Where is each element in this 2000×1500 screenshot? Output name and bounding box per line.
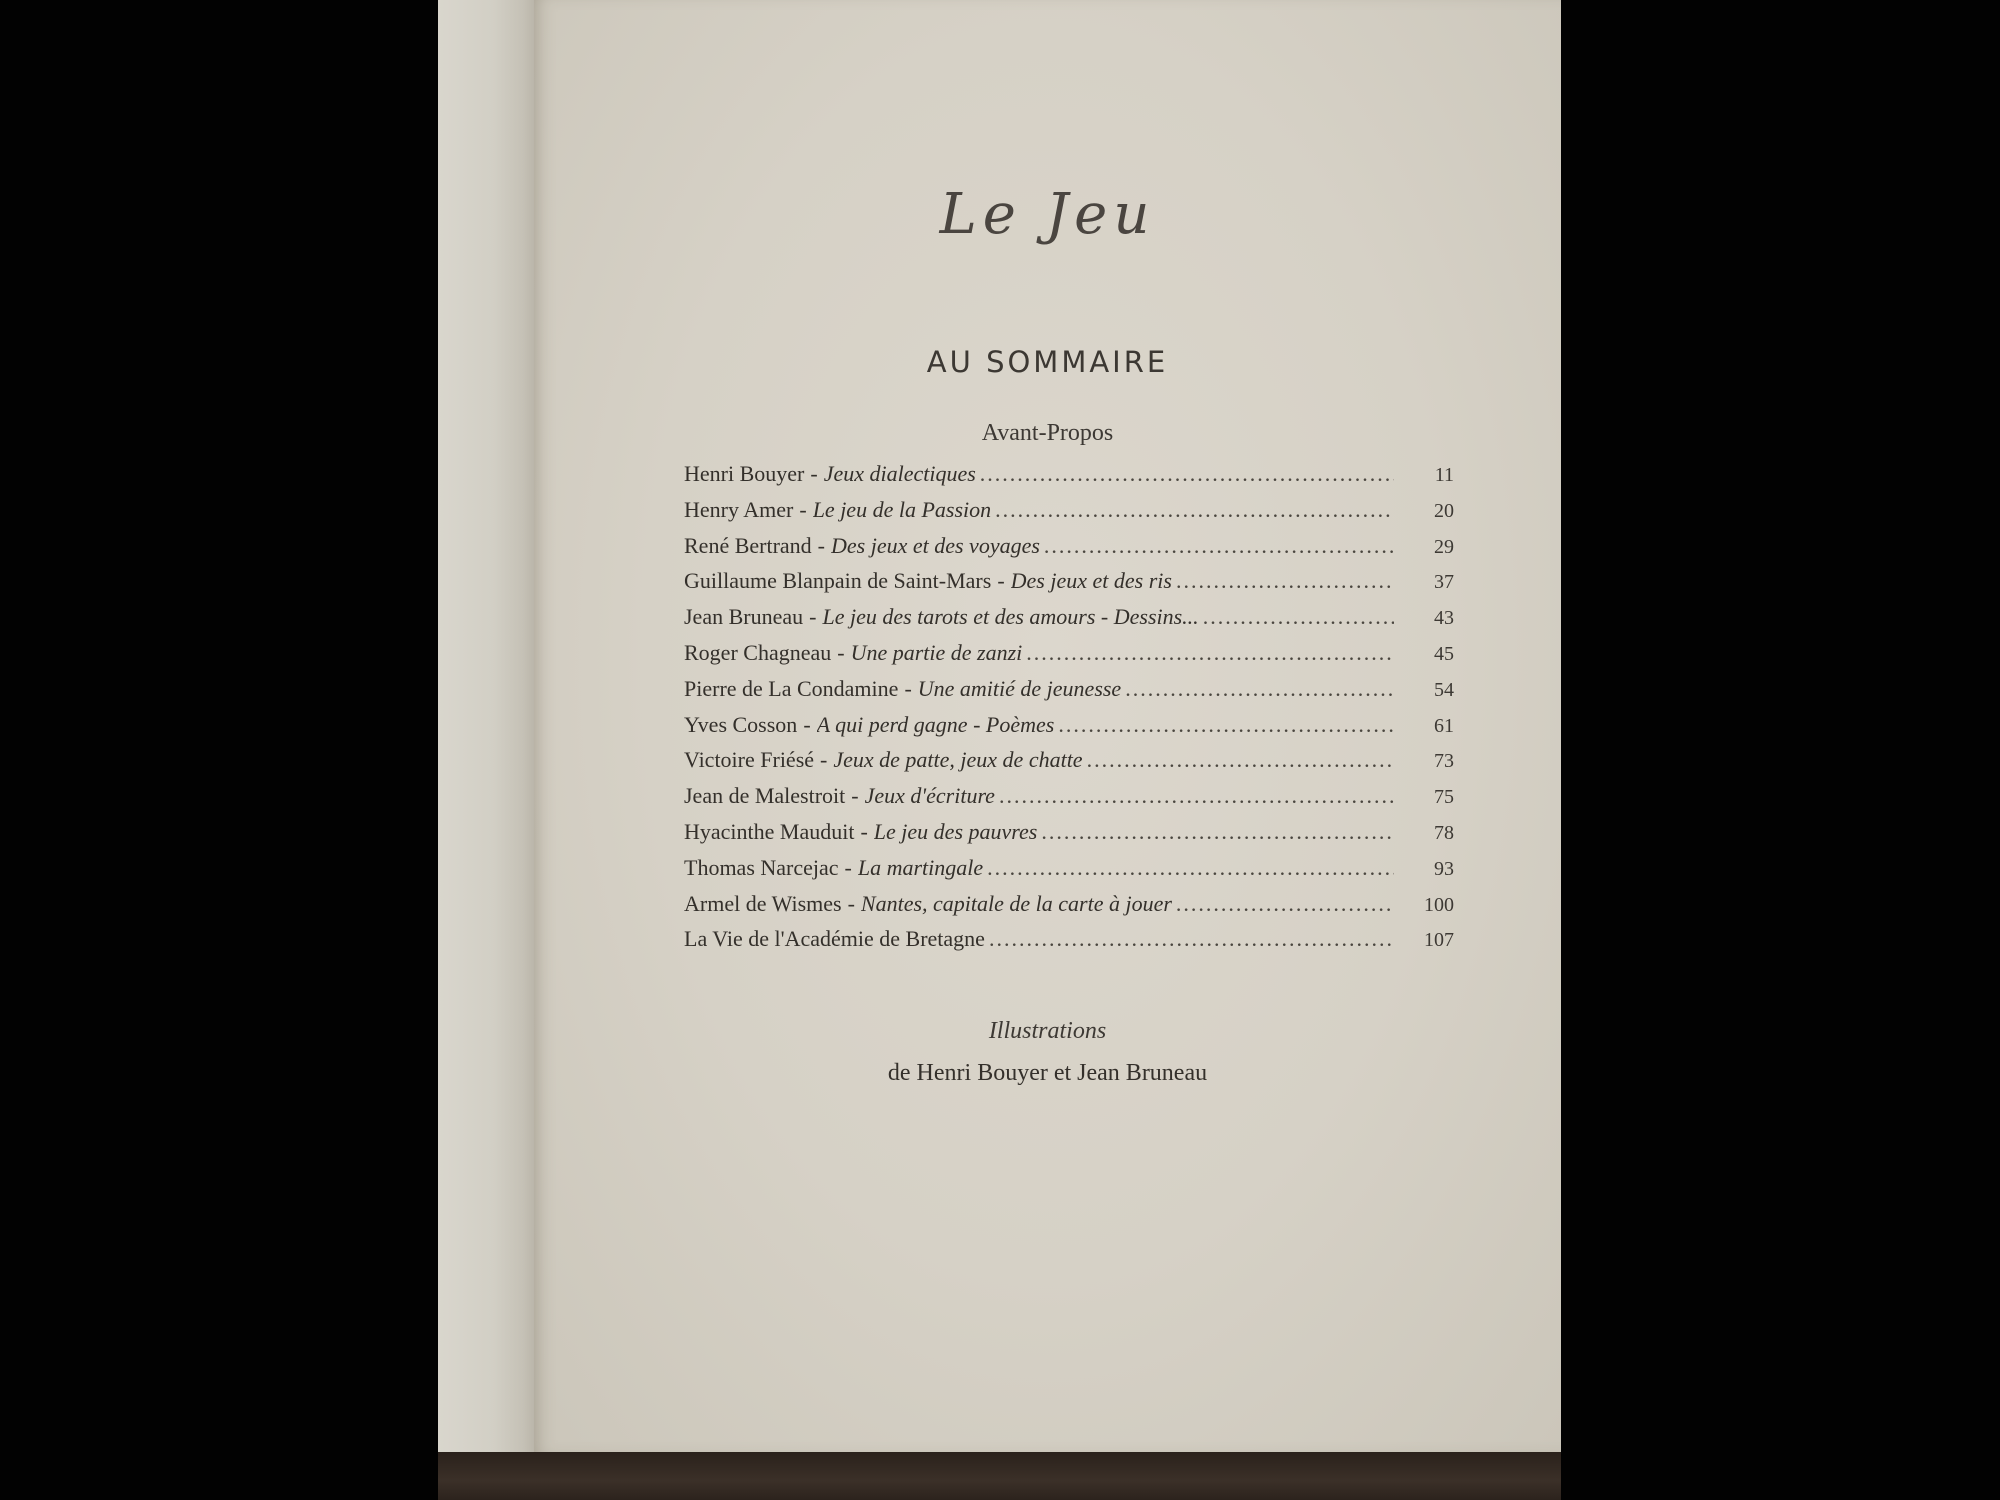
toc-entry: [684, 676, 1454, 712]
toc-page-number: 75: [1434, 786, 1454, 809]
toc-entry: [684, 747, 1454, 783]
toc-work-title: Le jeu des tarots et des amours - Dessins...: [822, 604, 1199, 630]
toc-leader-dots: [1041, 819, 1394, 845]
page-title: Le Jeu: [939, 182, 1156, 247]
toc-work-title: Jeux dialectiques: [823, 461, 976, 486]
toc-leader-dots: [1087, 747, 1394, 773]
toc-separator: -: [809, 604, 817, 630]
toc-work-title: A qui perd gagne - Poèmes: [816, 711, 1055, 737]
toc-separator: -: [810, 461, 818, 486]
toc-entry: [684, 926, 1454, 962]
toc-separator: -: [851, 783, 859, 809]
toc-entry: [684, 712, 1454, 748]
toc-page-number: 20: [1434, 499, 1454, 522]
left-page-edge: [438, 0, 538, 1455]
toc-work-title: Une amitié de jeunesse: [917, 675, 1122, 701]
toc-author: La Vie de l'Académie de Bretagne: [684, 926, 985, 952]
toc-entry: [684, 568, 1454, 604]
toc-work-title: Des jeux et des ris: [1010, 568, 1172, 594]
illustrations-heading: Illustrations: [988, 1018, 1107, 1044]
toc-author: Jean de Malestroit: [684, 783, 846, 809]
toc-author: Armel de Wismes: [684, 890, 842, 916]
toc-leader-dots: [1044, 533, 1394, 559]
toc-leader-dots: [1026, 640, 1394, 666]
toc-entry: [684, 461, 1454, 497]
toc-work-title: La martingale: [857, 854, 984, 880]
toc-leader-dots: [1176, 891, 1394, 917]
toc-page-number: 73: [1434, 750, 1454, 773]
toc-page-number: 45: [1434, 642, 1454, 665]
toc-leader-dots: [999, 783, 1394, 809]
toc-leader-dots: [1203, 604, 1394, 630]
contents-heading: AU SOMMAIRE: [926, 345, 1169, 379]
toc-separator: -: [904, 675, 912, 701]
toc-entry: [684, 855, 1454, 891]
illustrations-credit: de Henri Bouyer et Jean Bruneau: [887, 1060, 1208, 1086]
toc-separator: -: [837, 639, 845, 665]
toc-entry: [684, 891, 1454, 927]
toc-separator: -: [817, 532, 825, 558]
toc-page-number: 11: [1434, 464, 1454, 486]
toc-leader-dots: [987, 855, 1394, 881]
toc-author: Jean Bruneau: [684, 604, 804, 630]
toc-author: Hyacinthe Mauduit: [684, 818, 855, 844]
toc-author: Yves Cosson: [684, 711, 798, 737]
contents-page: [534, 0, 1561, 1452]
toc-work-title: Le jeu de la Passion: [812, 496, 992, 522]
toc-author: Victoire Friésé: [684, 747, 815, 773]
toc-leader-dots: [1058, 712, 1394, 738]
toc-work-title: Jeux de patte, jeux de chatte: [833, 747, 1083, 773]
book-bottom-edge: [438, 1452, 1561, 1500]
toc-author: Pierre de La Condamine: [684, 675, 899, 701]
toc-leader-dots: [980, 461, 1394, 487]
toc-page-number: 29: [1434, 535, 1454, 558]
toc-page-number: 107: [1424, 929, 1454, 952]
toc-author: Henri Bouyer: [684, 461, 805, 486]
toc-entry: [684, 604, 1454, 640]
toc-separator: -: [860, 818, 868, 844]
toc-author: Roger Chagneau: [684, 639, 832, 665]
toc-page-number: 100: [1424, 893, 1454, 916]
toc-author: René Bertrand: [684, 532, 812, 558]
toc-leader-dots: [1176, 568, 1394, 594]
toc-work-title: Des jeux et des voyages: [831, 532, 1040, 558]
toc-author: Henry Amer: [684, 496, 794, 522]
toc-work-title: Une partie de zanzi: [850, 639, 1023, 665]
toc-work-title: Nantes, capitale de la carte à jouer: [860, 890, 1172, 916]
toc-leader-dots: [995, 497, 1394, 523]
table-of-contents: [684, 461, 1454, 962]
toc-entry: [684, 819, 1454, 855]
toc-separator: -: [799, 496, 807, 522]
toc-separator: -: [803, 711, 811, 737]
toc-separator: -: [820, 747, 828, 773]
toc-separator: -: [997, 568, 1005, 594]
toc-separator: -: [847, 890, 855, 916]
toc-entry: [684, 497, 1454, 533]
toc-entry: [684, 783, 1454, 819]
toc-work-title: Jeux d'écriture: [864, 783, 995, 809]
toc-page-number: 43: [1434, 607, 1454, 630]
toc-author: Guillaume Blanpain de Saint-Mars: [684, 568, 992, 594]
toc-leader-dots: [1125, 676, 1394, 702]
toc-separator: -: [844, 854, 852, 880]
toc-page-number: 78: [1434, 821, 1454, 844]
toc-page-number: 61: [1434, 714, 1454, 737]
toc-leader-dots: [989, 926, 1394, 952]
toc-author: Thomas Narcejac: [684, 854, 839, 880]
toc-page-number: 54: [1434, 678, 1454, 701]
toc-page-number: 93: [1434, 857, 1454, 880]
toc-entry: [684, 640, 1454, 676]
toc-entry: [684, 533, 1454, 569]
toc-work-title: Le jeu des pauvres: [873, 818, 1038, 844]
toc-page-number: 37: [1434, 571, 1454, 594]
foreword-entry: Avant-Propos: [981, 420, 1114, 446]
